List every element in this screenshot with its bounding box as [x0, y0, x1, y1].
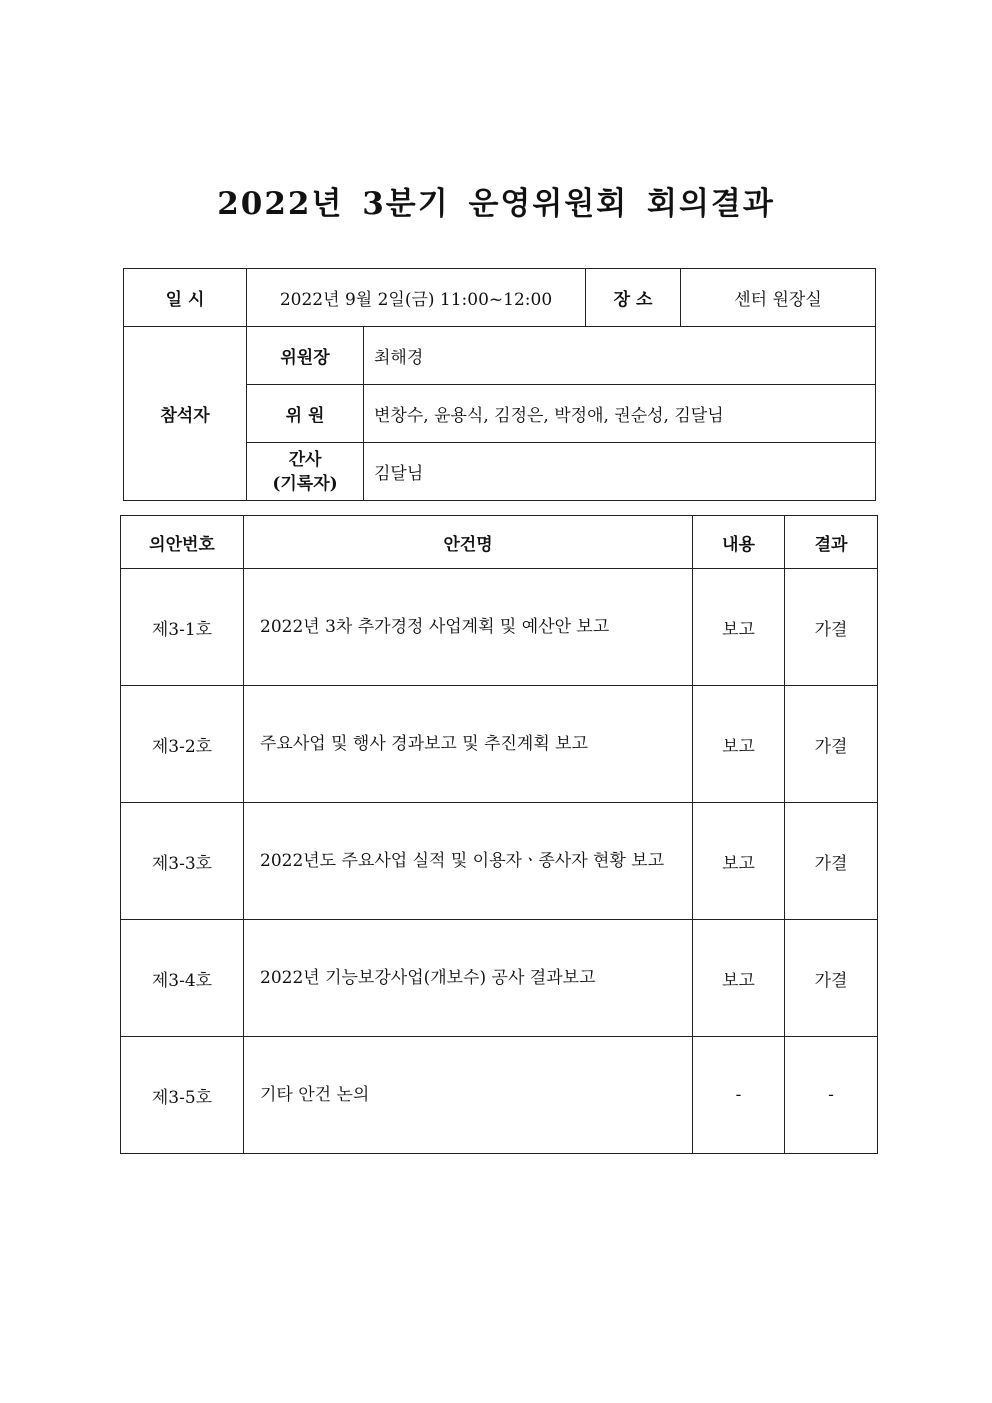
agenda-title: 2022년 기능보강사업(개보수) 공사 결과보고 — [244, 920, 693, 1037]
agenda-number: 제3-2호 — [121, 686, 244, 803]
agenda-content: 보고 — [693, 920, 785, 1037]
secretary-label-line2: (기록자) — [272, 473, 338, 494]
chair-value: 최해경 — [364, 327, 876, 385]
header-content: 내용 — [693, 516, 785, 569]
agenda-content: - — [693, 1037, 785, 1154]
table-row — [121, 686, 878, 803]
table-row — [121, 803, 878, 920]
agenda-title: 기타 안건 논의 — [244, 1037, 693, 1154]
place-label: 장 소 — [586, 269, 681, 327]
agenda-number: 제3-1호 — [121, 569, 244, 686]
header-title: 안건명 — [244, 516, 693, 569]
meeting-info-table — [123, 268, 876, 501]
agenda-header-row — [121, 516, 878, 569]
agenda-content: 보고 — [693, 686, 785, 803]
header-result: 결과 — [785, 516, 878, 569]
agenda-result: 가결 — [785, 686, 878, 803]
secretary-label — [247, 443, 364, 501]
page-title: 2022년 3분기 운영위원회 회의결과 — [217, 186, 775, 222]
agenda-result: 가결 — [785, 803, 878, 920]
agenda-result: 가결 — [785, 569, 878, 686]
chair-label: 위원장 — [247, 327, 364, 385]
agenda-title: 2022년도 주요사업 실적 및 이용자ㆍ종사자 현황 보고 — [244, 803, 693, 920]
agenda-content: 보고 — [693, 569, 785, 686]
date-row — [124, 269, 876, 327]
agenda-number: 제3-5호 — [121, 1037, 244, 1154]
table-row — [121, 1037, 878, 1154]
agenda-content: 보고 — [693, 803, 785, 920]
table-row — [121, 569, 878, 686]
secretary-value: 김달님 — [364, 443, 876, 501]
agenda-title: 2022년 3차 추가경정 사업계획 및 예산안 보고 — [244, 569, 693, 686]
date-label: 일 시 — [124, 269, 247, 327]
chair-row — [124, 327, 876, 385]
date-value: 2022년 9월 2일(금) 11:00~12:00 — [247, 269, 586, 327]
agenda-result: - — [785, 1037, 878, 1154]
agenda-result: 가결 — [785, 920, 878, 1037]
attendees-label: 참석자 — [124, 327, 247, 501]
header-number: 의안번호 — [121, 516, 244, 569]
agenda-number: 제3-4호 — [121, 920, 244, 1037]
secretary-label-line1: 간사 — [288, 449, 322, 470]
members-label: 위 원 — [247, 385, 364, 443]
members-value: 변창수, 윤용식, 김정은, 박정애, 권순성, 김달님 — [364, 385, 876, 443]
agenda-table — [120, 515, 878, 1154]
place-value: 센터 원장실 — [681, 269, 876, 327]
agenda-title: 주요사업 및 행사 경과보고 및 추진계획 보고 — [244, 686, 693, 803]
table-row — [121, 920, 878, 1037]
agenda-number: 제3-3호 — [121, 803, 244, 920]
